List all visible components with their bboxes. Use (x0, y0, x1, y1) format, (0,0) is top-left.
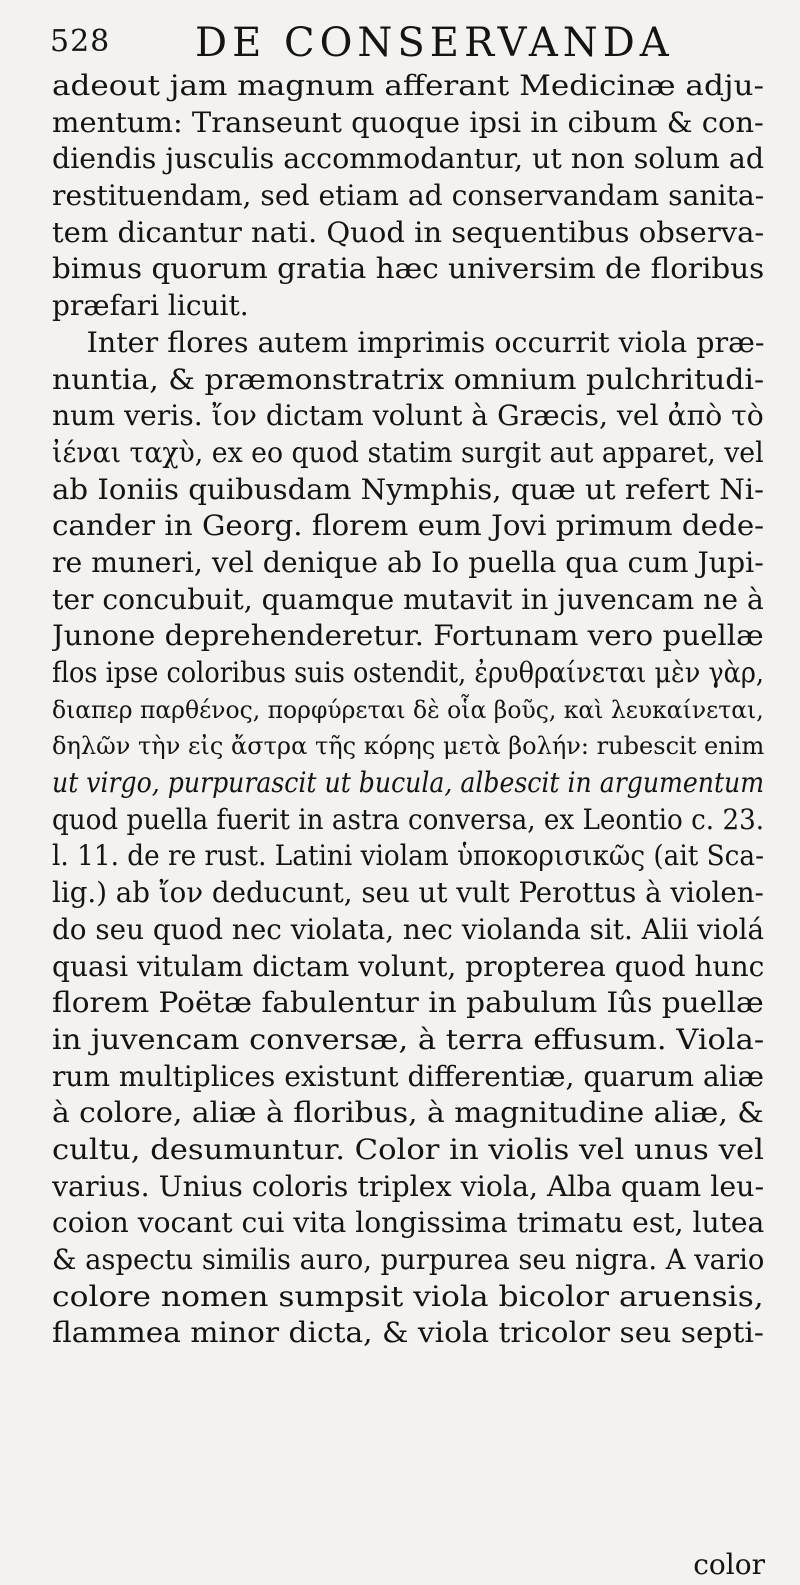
text-line: rum multiplices existunt differentiæ, quarum aliæ (52, 1059, 764, 1093)
text-line: flammea minor dicta, & viola tricolor seu septi- (52, 1316, 764, 1350)
text-line: restituendam, sed etiam ad conservandam sanita- (52, 179, 765, 213)
text-line: re muneri, vel denique ab Io puella qua cum Jupi- (52, 545, 764, 579)
text-line: cultu, desumuntur. Color in violis vel unus vel (52, 1132, 764, 1166)
text-line: l. 11. de re rust. Latini violam ὑποκορισικῶς (ait Sca- (52, 839, 764, 873)
text-line: ἰέναι ταχὺ, ex eo quod statim surgit aut apparet, vel (52, 435, 764, 469)
body-text (52, 68, 764, 1352)
text-line: ter concubuit, quamque mutavit in juvencam ne à (52, 582, 764, 616)
text-line: colore nomen sumpsit viola bicolor aruensis, (52, 1279, 764, 1313)
text-line: præfari licuit. (52, 289, 249, 323)
text-line: in juvencam conversæ, à terra effusum. Viola- (52, 1022, 765, 1056)
text-line: à colore, aliæ à floribus, à magnitudine aliæ, & (52, 1096, 764, 1130)
text-line: quod puella fuerit in astra conversa, ex Leontio c. 23. (52, 802, 765, 836)
text-line: ut virgo, purpurascit ut bucula, albescit in argumentum (52, 766, 765, 800)
page-number: 528 (50, 24, 111, 59)
text-line: cander in Georg. florem eum Jovi primum dede- (52, 509, 765, 543)
text-line: florem Poëtæ fabulentur in pabulum Iûs puellæ (52, 986, 764, 1020)
text-line: do seu quod nec violata, nec violanda sit. Alii violá (52, 912, 765, 946)
text-line: bimus quorum gratia hæc universim de floribus (52, 252, 765, 286)
text-line: mentum: Transeunt quoque ipsi in cibum & con- (52, 105, 764, 139)
text-line: quasi vitulam dictam volunt, propterea quod hunc (52, 949, 765, 983)
text-line: nuntia, & præmonstratrix omnium pulchritudi- (52, 362, 765, 396)
text-line: coion vocant cui vita longissima trimatu est, lutea (52, 1206, 765, 1240)
text-line: tem dicantur nati. Quod in sequentibus observa- (52, 215, 765, 249)
text-line: diendis jusculis accommodantur, ut non solum ad (52, 142, 765, 176)
running-title: DE CONSERVANDA (195, 20, 674, 66)
text-line: Junone deprehenderetur. Fortunam vero puellæ (52, 619, 764, 653)
catchword: color (693, 1548, 765, 1581)
text-line: Inter flores autem imprimis occurrit viola præ- (86, 325, 765, 359)
text-line: num veris. ἴον dictam volunt à Græcis, vel ἀπὸ τὸ (52, 399, 764, 433)
text-line: lig.) ab ἴον deducunt, seu ut vult Perottus à violen- (52, 876, 764, 910)
text-line: ab Ioniis quibusdam Nymphis, quæ ut refert Ni- (52, 472, 764, 506)
text-line: varius. Unius coloris triplex viola, Alba quam leu- (52, 1169, 765, 1203)
text-line: διαπερ παρθένος, πορφύρεται δὲ οἷα βοῦς, καὶ λευκαίνεται, (52, 695, 764, 724)
running-head (50, 18, 760, 70)
text-line: flos ipse coloribus suis ostendit, ἐρυθραίνεται μὲν γὰρ, (52, 656, 765, 689)
text-line: adeout jam magnum afferant Medicinæ adju- (52, 69, 764, 102)
text-line: & aspectu similis auro, purpurea seu nigra. A vario (52, 1243, 765, 1276)
text-line: δηλῶν τὴν εἰς ἄστρα τῆς κόρης μετὰ βολήν: rubescit enim (52, 732, 765, 761)
